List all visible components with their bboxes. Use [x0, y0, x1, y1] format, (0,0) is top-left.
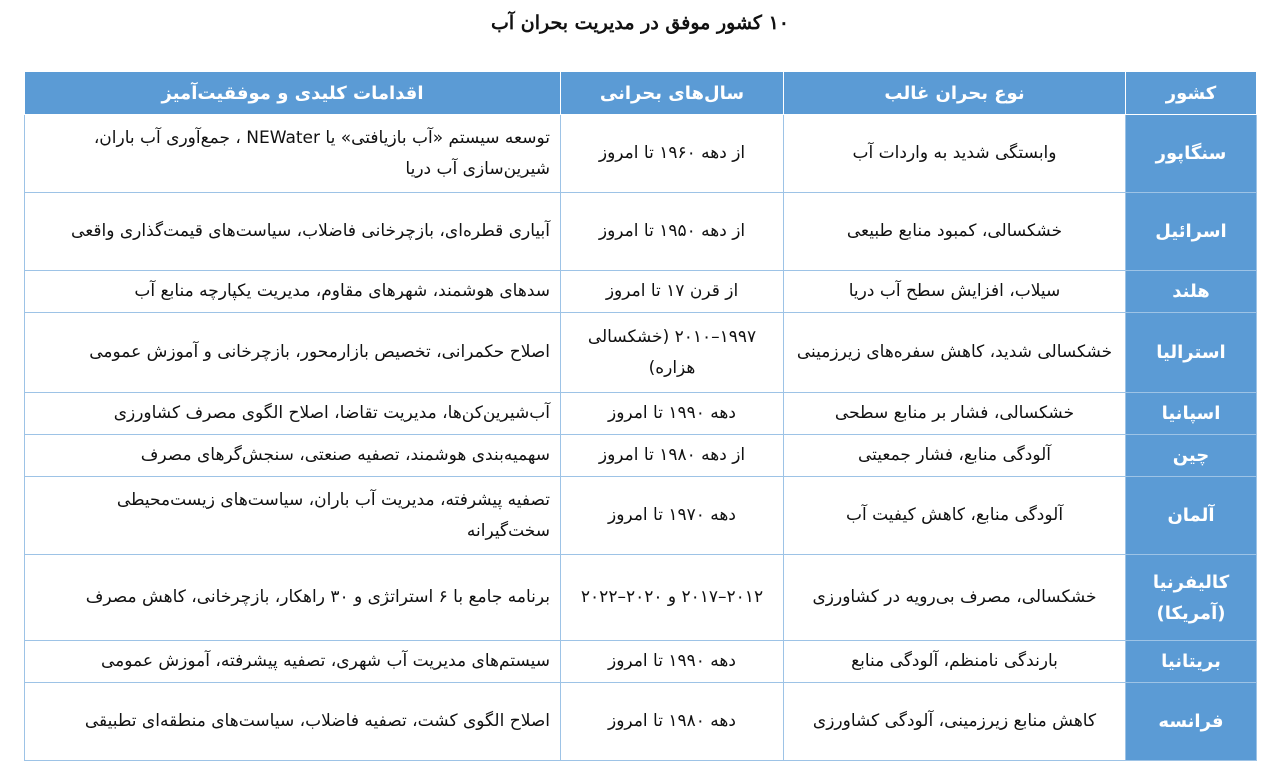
header-years: سال‌های بحرانی — [561, 72, 784, 115]
country-cell: اسرائیل — [1126, 193, 1257, 271]
actions-cell: آب‌شیرین‌کن‌ها، مدیریت تقاضا، اصلاح الگوی مصرف کشاورزی — [25, 393, 561, 435]
actions-cell: تصفیه پیشرفته، مدیریت آب باران، سیاست‌های زیست‌محیطی سخت‌گیرانه — [25, 477, 561, 555]
country-cell: هلند — [1126, 271, 1257, 313]
page-title — [0, 6, 1280, 40]
actions-cell: برنامه جامع با ۶ استراتژی و ۳۰ راهکار، بازچرخانی، کاهش مصرف — [25, 555, 561, 641]
table-row — [25, 393, 1257, 435]
actions-cell: آبیاری قطره‌ای، بازچرخانی فاضلاب، سیاست‌های قیمت‌گذاری واقعی — [25, 193, 561, 271]
table-row — [25, 683, 1257, 761]
crisis-cell: سیلاب، افزایش سطح آب دریا — [784, 271, 1126, 313]
actions-cell: اصلاح حکمرانی، تخصیص بازارمحور، بازچرخانی و آموزش عمومی — [25, 313, 561, 393]
table-row — [25, 313, 1257, 393]
years-cell: از قرن ۱۷ تا امروز — [561, 271, 784, 313]
country-cell: اسپانیا — [1126, 393, 1257, 435]
table-row — [25, 641, 1257, 683]
actions-cell: سیستم‌های مدیریت آب شهری، تصفیه پیشرفته، آموزش عمومی — [25, 641, 561, 683]
country-cell: استرالیا — [1126, 313, 1257, 393]
crisis-cell: آلودگی منابع، فشار جمعیتی — [784, 435, 1126, 477]
crisis-cell: خشکسالی، کمبود منابع طبیعی — [784, 193, 1126, 271]
title-text: ۱۰ کشور موفق در مدیریت بحران آب — [491, 12, 789, 34]
table-row — [25, 115, 1257, 193]
years-cell: از دهه ۱۹۸۰ تا امروز — [561, 435, 784, 477]
actions-cell: توسعه سیستم «آب بازیافتی» یا NEWater ، جمع‌آوری آب باران، شیرین‌سازی آب دریا — [25, 115, 561, 193]
country-cell: فرانسه — [1126, 683, 1257, 761]
years-cell: از دهه ۱۹۶۰ تا امروز — [561, 115, 784, 193]
table-header-row — [25, 72, 1257, 115]
country-cell: کالیفرنیا (آمریکا) — [1126, 555, 1257, 641]
years-cell: از دهه ۱۹۵۰ تا امروز — [561, 193, 784, 271]
years-cell: ۱۹۹۷–۲۰۱۰ (خشکسالی هزاره) — [561, 313, 784, 393]
water-crisis-table — [24, 71, 1257, 761]
table-row — [25, 193, 1257, 271]
table-row — [25, 435, 1257, 477]
header-actions: اقدامات کلیدی و موفقیت‌آمیز — [25, 72, 561, 115]
crisis-cell: وابستگی شدید به واردات آب — [784, 115, 1126, 193]
years-cell: ۲۰۱۲–۲۰۱۷ و ۲۰۲۰–۲۰۲۲ — [561, 555, 784, 641]
header-country: کشور — [1126, 72, 1257, 115]
actions-cell: سدهای هوشمند، شهرهای مقاوم، مدیریت یکپارچه منابع آب — [25, 271, 561, 313]
years-cell: دهه ۱۹۸۰ تا امروز — [561, 683, 784, 761]
years-cell: دهه ۱۹۹۰ تا امروز — [561, 393, 784, 435]
crisis-cell: خشکسالی، مصرف بی‌رویه در کشاورزی — [784, 555, 1126, 641]
years-cell: دهه ۱۹۷۰ تا امروز — [561, 477, 784, 555]
years-cell: دهه ۱۹۹۰ تا امروز — [561, 641, 784, 683]
country-cell: بریتانیا — [1126, 641, 1257, 683]
crisis-cell: خشکسالی، فشار بر منابع سطحی — [784, 393, 1126, 435]
table-row — [25, 271, 1257, 313]
table-row — [25, 477, 1257, 555]
actions-cell: اصلاح الگوی کشت، تصفیه فاضلاب، سیاست‌های منطقه‌ای تطبیقی — [25, 683, 561, 761]
actions-cell: سهمیه‌بندی هوشمند، تصفیه صنعتی، سنجش‌گرهای مصرف — [25, 435, 561, 477]
header-crisis: نوع بحران غالب — [784, 72, 1126, 115]
country-cell: آلمان — [1126, 477, 1257, 555]
country-cell: چین — [1126, 435, 1257, 477]
crisis-cell: بارندگی نامنظم، آلودگی منابع — [784, 641, 1126, 683]
crisis-cell: کاهش منابع زیرزمینی، آلودگی کشاورزی — [784, 683, 1126, 761]
country-cell: سنگاپور — [1126, 115, 1257, 193]
crisis-cell: خشکسالی شدید، کاهش سفره‌های زیرزمینی — [784, 313, 1126, 393]
crisis-cell: آلودگی منابع، کاهش کیفیت آب — [784, 477, 1126, 555]
table-row — [25, 555, 1257, 641]
